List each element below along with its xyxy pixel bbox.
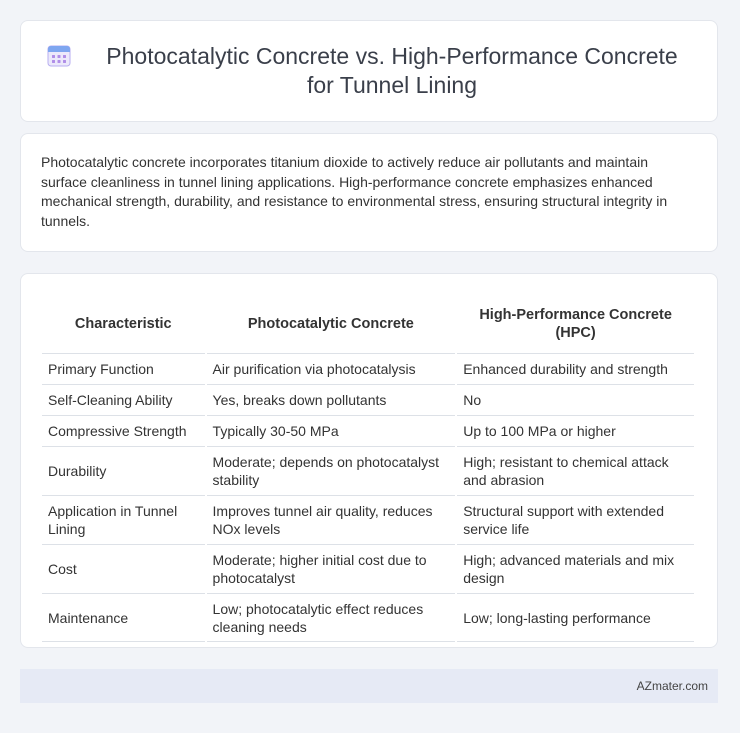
table-cell: Self-Cleaning Ability <box>42 384 205 415</box>
title-card <box>20 20 718 122</box>
comparison-card <box>20 273 718 648</box>
table-cell: Durability <box>42 446 205 495</box>
intro-card <box>20 133 718 252</box>
table-row <box>42 544 694 593</box>
table-header-row <box>42 294 694 353</box>
table-cell: High; resistant to chemical attack and abrasion <box>457 446 694 495</box>
table-row <box>42 353 694 384</box>
table-cell: Moderate; higher initial cost due to photocatalyst <box>207 544 456 593</box>
table-row <box>42 446 694 495</box>
table-row <box>42 415 694 446</box>
footer-brand[interactable]: AZmater.com <box>636 679 708 693</box>
table-cell: Primary Function <box>42 353 205 384</box>
table-cell: Low; long-lasting performance <box>457 593 694 642</box>
table-cell: Structural support with extended service life <box>457 495 694 544</box>
table-row <box>42 593 694 642</box>
page-title: Photocatalytic Concrete vs. High-Performance Concrete for Tunnel Lining <box>106 43 678 98</box>
header-photocatalytic: Photocatalytic Concrete <box>247 315 414 332</box>
table-cell: Compressive Strength <box>42 415 205 446</box>
table-cell: No <box>457 384 694 415</box>
header-characteristic: Characteristic <box>74 315 172 332</box>
table-cell: Application in Tunnel Lining <box>42 495 205 544</box>
table-cell: Improves tunnel air quality, reduces NOx levels <box>207 495 456 544</box>
header-hpc: High-Performance Concrete (HPC) <box>479 306 672 341</box>
comparison-table <box>40 294 696 642</box>
footer-bar <box>20 669 718 703</box>
table-cell: Cost <box>42 544 205 593</box>
table-row <box>42 495 694 544</box>
table-cell: Low; photocatalytic effect reduces cleaning needs <box>207 593 456 642</box>
table-cell: Yes, breaks down pollutants <box>207 384 456 415</box>
table-cell: Air purification via photocatalysis <box>207 353 456 384</box>
table-cell: Moderate; depends on photocatalyst stability <box>207 446 456 495</box>
table-cell: Typically 30-50 MPa <box>207 415 456 446</box>
table-cell: Up to 100 MPa or higher <box>457 415 694 446</box>
table-row <box>42 384 694 415</box>
intro-paragraph: Photocatalytic concrete incorporates titanium dioxide to actively reduce air pollutants and maintain surface cleanliness in tunnel lining applications. High-performance concrete emphasizes enhanced mechanical strength, durability, and resistance to environmental stress, ensuring structural integrity in tunnels. <box>41 154 668 229</box>
table-cell: Maintenance <box>42 593 205 642</box>
table-cell: Enhanced durability and strength <box>457 353 694 384</box>
calendar-icon <box>46 42 72 68</box>
table-cell: High; advanced materials and mix design <box>457 544 694 593</box>
title-row <box>44 42 694 100</box>
